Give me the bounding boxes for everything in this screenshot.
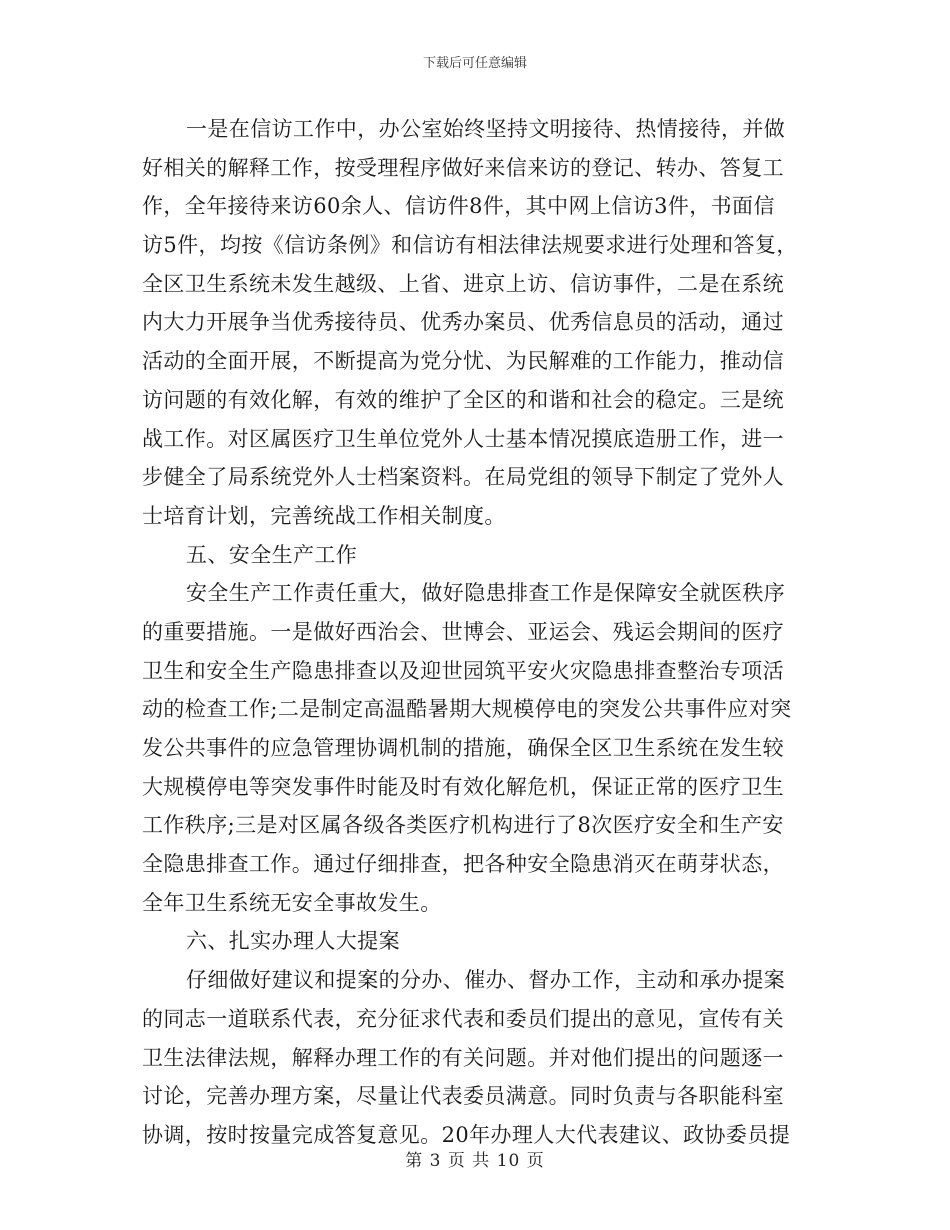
paragraph-line: 卫生和安全生产隐患排查以及迎世园筑平安火灾隐患排查整治专项活: [142, 658, 784, 683]
section-heading: 五、安全生产工作: [186, 542, 358, 567]
paragraph-line: 大规模停电等突发事件时能及时有效化解危机，保证正常的医疗卫生: [142, 774, 784, 799]
paragraph-line: 战工作。对区属医疗卫生单位党外人士基本情况摸底造册工作，进一: [142, 426, 784, 451]
paragraph-line: 访问题的有效化解，有效的维护了全区的和谐和社会的稳定。三是统: [142, 387, 784, 412]
paragraph-line: 的同志一道联系代表，充分征求代表和委员们提出的意见，宣传有关: [142, 1006, 784, 1031]
paragraph-line: 安全生产工作责任重大，做好隐患排查工作是保障安全就医秩序: [186, 581, 786, 606]
paragraph-line: 发公共事件的应急管理协调机制的措施，确保全区卫生系统在发生较: [142, 736, 784, 760]
paragraph-line: 访5件，均按《信访条例》和信访有相法律法规要求进行处理和答复，: [142, 233, 798, 258]
paragraph-line: 全隐患排查工作。通过仔细排查，把各种安全隐患消灭在萌芽状态，: [142, 852, 784, 877]
paragraph-line: 协调，按时按量完成答复意见。20年办理人大代表建议、政协委员提: [142, 1122, 791, 1147]
paragraph-line: 好相关的解释工作，按受理程序做好来信来访的登记、转办、答复工: [142, 155, 784, 180]
paragraph-line: 作，全年接待来访60余人、信访件8件，其中网上信访3件，书面信: [142, 194, 775, 219]
paragraph-line: 卫生法律法规，解释办理工作的有关问题。并对他们提出的问题逐一: [142, 1045, 784, 1070]
header-note: 下载后可任意编辑: [422, 56, 527, 71]
paragraph-line: 活动的全面开展，不断提高为党分忧、为民解难的工作能力，推动信: [142, 349, 784, 374]
paragraph-line: 士培育计划，完善统战工作相关制度。: [142, 503, 506, 528]
paragraph-line: 全区卫生系统未发生越级、上省、进京上访、信访事件，二是在系统: [142, 271, 784, 296]
paragraph-line: 步健全了局系统党外人士档案资料。在局党组的领导下制定了党外人: [142, 465, 784, 490]
document-body: [142, 110, 802, 1155]
paragraph-line: 内大力开展争当优秀接待员、优秀办案员、优秀信息员的活动，通过: [142, 310, 784, 335]
paragraph-line: 工作秩序;三是对区属各级各类医疗机构进行了8次医疗安全和生产安: [142, 813, 784, 838]
page-number: 第 3 页 共 10 页: [405, 1151, 545, 1171]
paragraph-line: 讨论，完善办理方案，尽量让代表委员满意。同时负责与各职能科室: [142, 1084, 784, 1109]
paragraph-line: 仔细做好建议和提案的分办、催办、督办工作，主动和承办提案: [186, 968, 786, 993]
paragraph-line: 一是在信访工作中，办公室始终坚持文明接待、热情接待，并做: [186, 117, 786, 141]
paragraph-line: 全年卫生系统无安全事故发生。: [142, 890, 442, 915]
paragraph-line: 的重要措施。一是做好西治会、世博会、亚运会、残运会期间的医疗: [142, 619, 784, 644]
section-heading: 六、扎实办理人大提案: [186, 929, 400, 954]
paragraph-line: 动的检查工作;二是制定高温酷暑期大规模停电的突发公共事件应对突: [142, 697, 792, 722]
